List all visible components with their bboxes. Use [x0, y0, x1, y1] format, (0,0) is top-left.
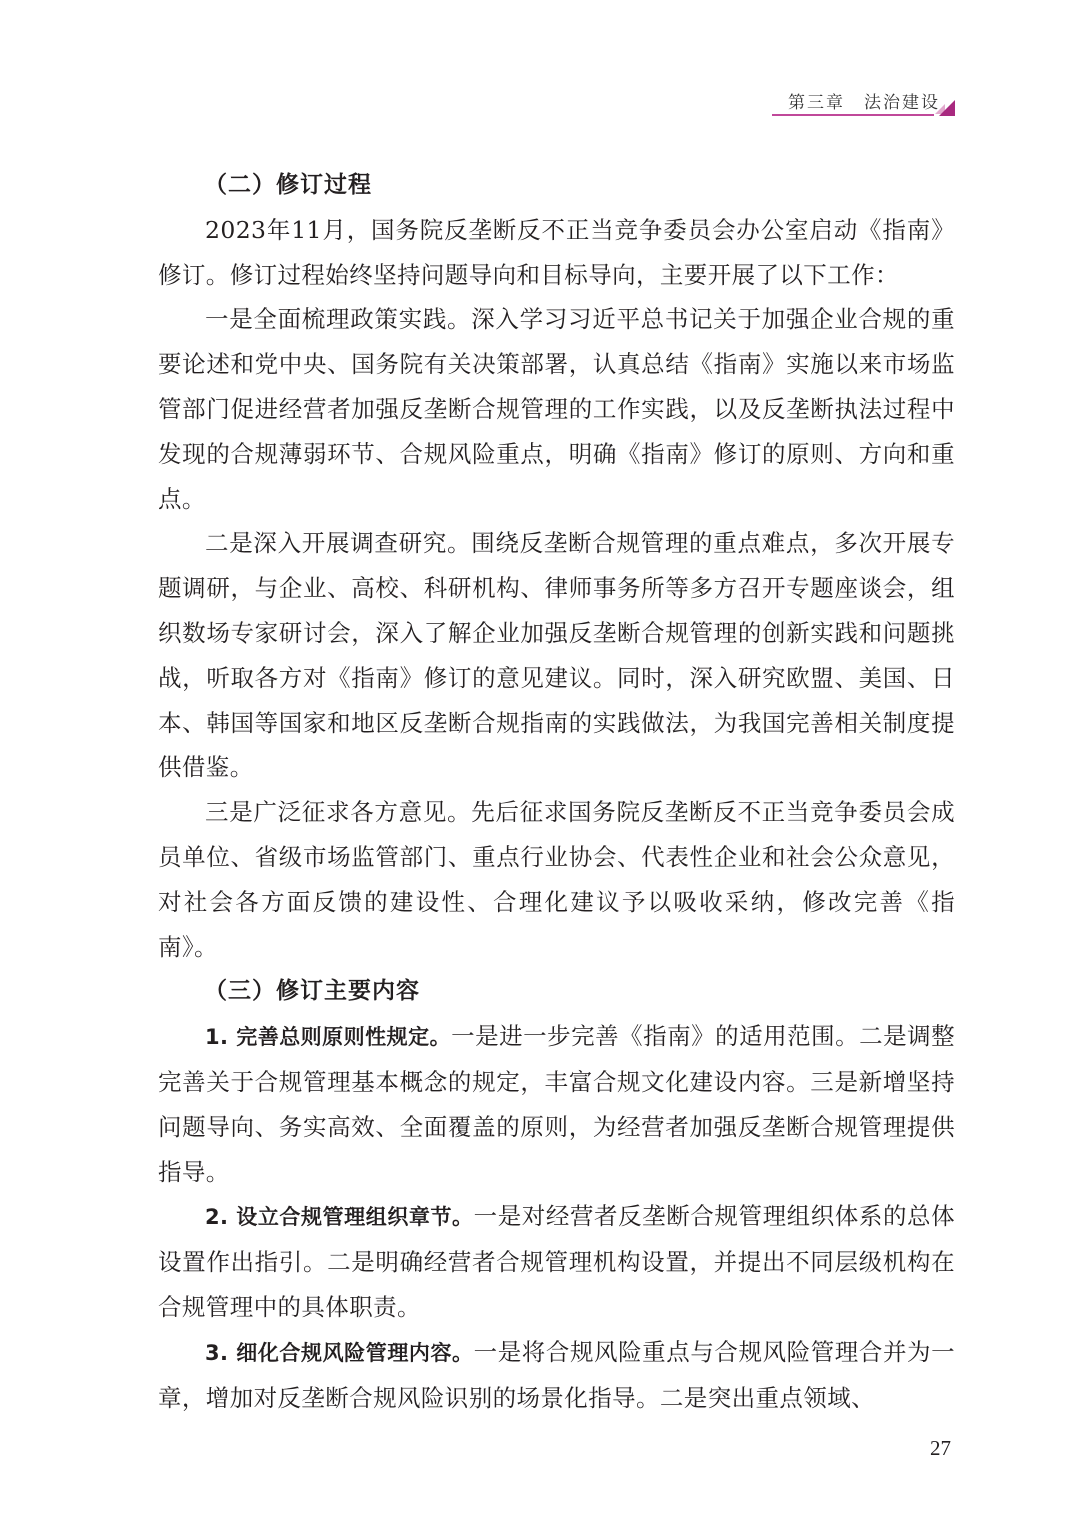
paragraph-text: 一是将合规风险重点与合规风险管理合并为一章，增加对反垄断合规风险识别的场景化指导。二是突出重点领域、 — [158, 1337, 956, 1412]
paragraph — [158, 1330, 955, 1421]
paragraph — [158, 208, 955, 298]
paragraph — [158, 1014, 955, 1194]
paragraph-text: 一是进一步完善《指南》的适用范围。二是调整完善关于合规管理基本概念的规定，丰富合规文化建设内容。三是新增坚持问题导向、务实高效、全面覆盖的原则，为经营者加强反垄断合规管理提供指导。 — [158, 1022, 955, 1186]
section-heading: （二）修订过程 — [204, 172, 372, 198]
section-heading: （三）修订主要内容 — [204, 978, 420, 1005]
paragraph-text: 三是广泛征求各方意见。先后征求国务院反垄断反不正当竞争委员会成员单位、省级市场监管部门、重点行业协会、代表性企业和社会公众意见，对社会各方面反馈的建设性、合理化建议予以吸收采纳，修改完善《指南》。 — [158, 798, 955, 961]
paragraph-text: 一是全面梳理政策实践。深入学习习近平总书记关于加强企业合规的重要论述和党中央、国务院有关决策部署，认真总结《指南》实施以来市场监管部门促进经营者加强反垄断合规管理的工作实践，以及反垄断执法过程中发现的合规薄弱环节、合规风险重点，明确《指南》修订的原则、方向和重点。 — [158, 305, 955, 513]
paragraph-text: 一是对经营者反垄断合规管理组织体系的总体设置作出指引。二是明确经营者合规管理机构设置，并提出不同层级机构在合规管理中的具体职责。 — [158, 1202, 956, 1321]
page-body — [158, 163, 955, 1420]
chapter-name: 法治建设 — [864, 93, 940, 113]
paragraph — [158, 1194, 955, 1329]
paragraph-text: 2023年11月，国务院反垄断反不正当竞争委员会办公室启动《指南》修订。修订过程始终坚持问题导向和目标导向，主要开展了以下工作： — [158, 215, 955, 289]
paragraph — [158, 790, 955, 969]
chapter-number: 第三章 — [788, 93, 845, 113]
chapter-title — [788, 88, 940, 113]
paragraph-lead: 1. 完善总则原则性规定。 — [205, 1025, 452, 1050]
corner-triangle-icon — [939, 100, 955, 116]
paragraph — [158, 521, 955, 790]
page-number: 27 — [930, 1436, 951, 1460]
paragraph — [158, 297, 955, 521]
paragraph-text: 二是深入开展调查研究。围绕反垄断合规管理的重点难点，多次开展专题调研，与企业、高校、科研机构、律师事务所等多方召开专题座谈会，组织数场专家研讨会，深入了解企业加强反垄断合规管理的创新实践和问题挑战，听取各方对《指南》修订的意见建议。同时，深入研究欧盟、美国、日本、韩国等国家和地区反垄断合规指南的实践做法，为我国完善相关制度提供借鉴。 — [158, 529, 955, 782]
paragraph-lead: 2. 设立合规管理组织章节。 — [205, 1205, 474, 1230]
header-rule — [772, 114, 934, 116]
paragraph-lead: 3. 细化合规风险管理内容。 — [205, 1340, 474, 1365]
running-header — [772, 86, 962, 120]
